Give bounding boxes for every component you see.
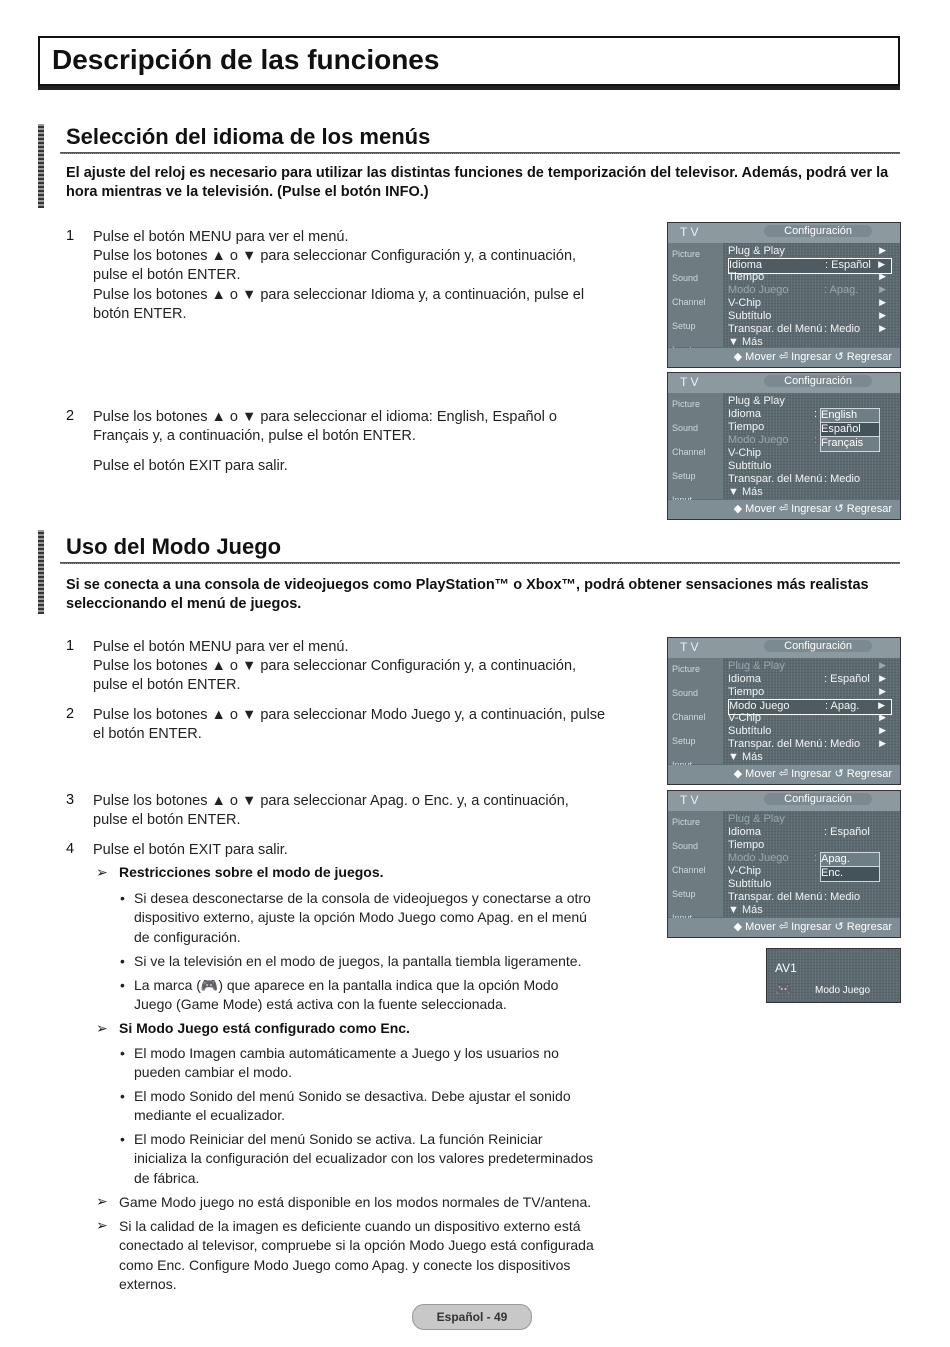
osd-row-value: : Apag.: [824, 284, 859, 296]
bullet-line: Juego (Game Mode) está activa con la fuente seleccionada.: [134, 996, 507, 1013]
language-option-selected: Español: [820, 422, 880, 438]
osd-config-label: Configuración: [764, 793, 872, 805]
arrow-right-icon: ▶: [879, 310, 886, 320]
osd-row-value: : Medio: [824, 323, 861, 335]
osd-row: [728, 751, 892, 765]
osd-row-label: Plug & Play: [728, 660, 785, 672]
section-marker: [38, 530, 44, 614]
game-controller-icon: 🎮: [775, 981, 793, 997]
av-mode: Modo Juego: [815, 985, 871, 996]
osd-row-value: : Apag.: [825, 700, 860, 712]
arrow-right-icon: ▶: [879, 673, 886, 683]
bullet-line: La marca (🎮) que aparece en la pantalla indica que la opción Modo: [134, 977, 559, 993]
osd-top: [668, 791, 900, 811]
osd-row: [728, 712, 892, 726]
s2-step-3-num: 3: [66, 792, 75, 808]
osd-side-item: Picture: [672, 399, 701, 409]
bullet-dot-icon: •: [120, 1045, 125, 1061]
bullet-dot-icon: •: [120, 977, 125, 993]
osd-bottom: [668, 765, 900, 784]
note1-bullet-3: [120, 976, 654, 1015]
osd-tv-label: T V: [680, 793, 699, 807]
note-arrow-icon: ➢: [96, 1217, 108, 1233]
osd-tv-label: T V: [680, 375, 699, 389]
osd-side-item: Picture: [672, 664, 701, 674]
s2-step-4-line: Pulse el botón EXIT para salir.: [93, 842, 288, 858]
s1-step-1-line: botón ENTER.: [93, 305, 187, 322]
osd-row: [728, 904, 892, 918]
osd-tv-label: T V: [680, 225, 699, 239]
osd-side-item: Channel: [672, 297, 706, 307]
bullet-dot-icon: •: [120, 890, 125, 906]
osd-row-value: : Español: [824, 826, 870, 838]
osd-row-label: V-Chip: [728, 447, 762, 459]
game-mode-option-selected: Enc.: [820, 866, 880, 882]
osd-row-label: ▼ Más: [728, 486, 763, 498]
osd-row-label: Modo Juego: [729, 700, 790, 712]
osd-row: [728, 395, 892, 409]
osd-row-label: V-Chip: [728, 297, 762, 309]
arrow-right-icon: ▶: [879, 297, 886, 307]
osd-screen-4: [667, 790, 901, 938]
arrow-right-icon: ▶: [878, 700, 885, 710]
osd-row-label: ▼ Más: [728, 904, 763, 916]
language-option: Français: [820, 436, 880, 452]
note-line: como Enc. Configure Modo Juego como Apag. y conecte los dispositivos: [119, 1256, 571, 1273]
osd-row: [728, 271, 892, 285]
s2-step-3-line: Pulse los botones ▲ o ▼ para seleccionar Apag. o Enc. y, a continuación,: [93, 793, 569, 809]
section1-rule: [60, 152, 900, 154]
osd-row-label: Idioma: [728, 408, 762, 420]
bullet-line: inicializa la configuración del ecualizador con los valores predeterminados: [134, 1150, 594, 1167]
osd-row-label: V-Chip: [728, 865, 762, 877]
osd-row-label: Plug & Play: [728, 813, 785, 825]
av-info-box: [766, 948, 901, 1003]
note2-bullet-3: [120, 1130, 654, 1188]
osd-row: [728, 673, 892, 687]
language-option: English: [820, 408, 880, 424]
osd-side-item: Sound: [672, 688, 699, 698]
osd-top: [668, 638, 900, 658]
note1-bullet-2: [120, 952, 654, 971]
osd-side: [668, 658, 723, 764]
s1-step-2: [93, 408, 653, 446]
s1-step-1-line: Pulse el botón MENU para ver el menú.: [93, 229, 349, 245]
osd-side-item: Setup: [672, 736, 696, 746]
osd-screen-2: [667, 372, 901, 520]
arrow-right-icon: ▶: [879, 725, 886, 735]
osd-row: [728, 738, 892, 752]
osd-config-label: Configuración: [764, 375, 872, 387]
bullet-line: El modo Reiniciar del menú Sonido se activa. La función Reiniciar: [134, 1131, 543, 1147]
osd-config-label: Configuración: [764, 640, 872, 652]
bullet-line: dispositivo externo, ajuste la opción Modo Juego como Apag. en el menú: [134, 909, 587, 926]
osd-row-label: Subtítulo: [728, 725, 772, 737]
page-header: [38, 36, 900, 86]
osd-side-item: Picture: [672, 249, 701, 259]
s2-step-2-line: el botón ENTER.: [93, 726, 202, 743]
osd-row: [728, 725, 892, 739]
osd-row-value: :: [814, 434, 818, 446]
note2-bullet-1: [120, 1044, 654, 1083]
section2-intro: Si se conecta a una consola de videojuegos como PlayStation™ o Xbox™, podrá obtener sensaciones más realistas seleccionando el menú de juegos.: [66, 577, 869, 612]
note-arrow-icon: ➢: [96, 1020, 108, 1036]
game-mode-option: Apag.: [820, 852, 880, 868]
s1-step-1-line: pulse el botón ENTER.: [93, 267, 241, 284]
arrow-right-icon: ▶: [879, 738, 886, 748]
bullet-dot-icon: •: [120, 1088, 125, 1104]
osd-row: [728, 284, 892, 298]
osd-row: [728, 813, 892, 827]
bullet-dot-icon: •: [120, 953, 125, 969]
osd-row-label: ▼ Más: [728, 751, 763, 763]
note4: [119, 1217, 659, 1294]
arrow-right-icon: ▶: [879, 323, 886, 333]
osd-side: [668, 243, 723, 347]
osd-row-value: : Español: [824, 673, 870, 685]
s1-step-1: [93, 228, 653, 324]
osd-help: ◆ Mover ⏎ Ingresar ↺ Regresar: [733, 351, 892, 363]
arrow-right-icon: ▶: [879, 271, 886, 281]
osd-row-label: Idioma: [729, 259, 763, 271]
note-arrow-icon: ➢: [96, 1193, 108, 1209]
osd-row-value: : Medio: [824, 738, 861, 750]
osd-top: [668, 373, 900, 393]
header-rule: [38, 86, 900, 90]
s2-step-1: [93, 638, 653, 696]
bullet-dot-icon: •: [120, 1131, 125, 1147]
osd-top: [668, 223, 900, 243]
osd-row-value: : Medio: [824, 891, 861, 903]
osd-side-item: Sound: [672, 273, 699, 283]
arrow-right-icon: ▶: [879, 712, 886, 722]
osd-row-label: Tiempo: [728, 421, 765, 433]
bullet-line: Si desea desconectarse de la consola de videojuegos y conectarse a otro: [134, 890, 591, 906]
osd-side-item: Channel: [672, 865, 706, 875]
osd-row: [728, 323, 892, 337]
osd-row-label: Tiempo: [728, 271, 765, 283]
osd-row-label: Tiempo: [728, 686, 765, 698]
osd-row-label: Transpar. del Menú: [728, 891, 823, 903]
osd-row: [728, 473, 892, 487]
arrow-right-icon: ▶: [879, 660, 886, 670]
osd-row-label: ▼ Más: [728, 336, 763, 348]
bullet-line: El modo Sonido del menú Sonido se desactiva. Debe ajustar el sonido: [134, 1088, 571, 1104]
arrow-right-icon: ▶: [879, 284, 886, 294]
s1-step-2-line: Pulse los botones ▲ o ▼ para seleccionar el idioma: English, Español o: [93, 409, 557, 425]
osd-row: [728, 660, 892, 674]
s2-step-1-num: 1: [66, 638, 75, 654]
bullet-line: de configuración.: [134, 928, 241, 945]
osd-row-label: Subtítulo: [728, 310, 772, 322]
osd-side-item: Sound: [672, 423, 699, 433]
bullet-line: Si ve la televisión en el modo de juegos, la pantalla tiembla ligeramente.: [134, 953, 582, 969]
note2-title: Si Modo Juego está configurado como Enc.: [119, 1020, 410, 1036]
osd-screen-1: [667, 222, 901, 368]
note-line: Si la calidad de la imagen es deficiente cuando un dispositivo externo está: [119, 1218, 581, 1234]
osd-screen-3: [667, 637, 901, 785]
osd-row-value: : Medio: [824, 473, 861, 485]
osd-row: [728, 297, 892, 311]
osd-row: [728, 310, 892, 324]
osd-row: [728, 826, 892, 840]
av-source: AV1: [775, 961, 797, 975]
note2-bullet-2: [120, 1087, 654, 1126]
osd-row-label: Plug & Play: [728, 245, 785, 257]
s2-step-4: [93, 841, 653, 860]
section1-intro: El ajuste del reloj es necesario para utilizar las distintas funciones de temporización del televisor. Además, podrá ver la hora mientras ve la televisión. (Pulse el botón INFO.): [66, 165, 889, 200]
osd-row-label: Modo Juego: [728, 284, 789, 296]
osd-config-label: Configuración: [764, 225, 872, 237]
note-line: Game Modo juego no está disponible en los modos normales de TV/antena.: [119, 1194, 592, 1210]
s2-step-2-num: 2: [66, 706, 75, 722]
osd-side-item: Sound: [672, 841, 699, 851]
osd-row-label: Idioma: [728, 826, 762, 838]
osd-row-value: : Español: [825, 259, 871, 271]
s1-step-2-num: 2: [66, 408, 75, 424]
osd-row: [728, 839, 892, 853]
bullet-line: pueden cambiar el modo.: [134, 1064, 292, 1081]
s2-step-3: [93, 792, 653, 830]
osd-row-label: Modo Juego: [728, 434, 789, 446]
s1-exit: Pulse el botón EXIT para salir.: [93, 458, 288, 474]
s1-step-1-line: Pulse los botones ▲ o ▼ para seleccionar Configuración y, a continuación,: [93, 248, 577, 265]
osd-row: [728, 245, 892, 259]
section2-title: Uso del Modo Juego: [66, 534, 282, 559]
osd-help: ◆ Mover ⏎ Ingresar ↺ Regresar: [733, 503, 892, 515]
osd-row-label: Transpar. del Menú: [728, 738, 823, 750]
s2-step-1-line: pulse el botón ENTER.: [93, 677, 241, 694]
s2-step-2: [93, 706, 653, 744]
arrow-right-icon: ▶: [878, 259, 885, 269]
note3: [119, 1193, 659, 1212]
note-arrow-icon: ➢: [96, 864, 108, 880]
osd-row: [728, 486, 892, 500]
osd-tv-label: T V: [680, 640, 699, 654]
s2-step-3-line: pulse el botón ENTER.: [93, 812, 241, 829]
osd-row-label: Transpar. del Menú: [728, 323, 823, 335]
osd-row-value: :: [814, 852, 818, 864]
osd-row: [728, 891, 892, 905]
s1-step-1-line: Pulse los botones ▲ o ▼ para seleccionar Idioma y, a continuación, pulse el: [93, 286, 585, 303]
osd-bottom: [668, 500, 900, 519]
osd-row-label: Tiempo: [728, 839, 765, 851]
osd-row-label: Modo Juego: [728, 852, 789, 864]
osd-row-label: Transpar. del Menú: [728, 473, 823, 485]
osd-bottom: [668, 348, 900, 367]
osd-side: [668, 811, 723, 917]
s2-step-2-line: Pulse los botones ▲ o ▼ para seleccionar Modo Juego y, a continuación, pulse: [93, 707, 606, 723]
osd-row-value: :: [814, 408, 818, 420]
page-number: Español - 49: [412, 1304, 532, 1330]
page-title: Descripción de las funciones: [52, 44, 440, 75]
osd-help: ◆ Mover ⏎ Ingresar ↺ Regresar: [733, 921, 892, 933]
osd-side-item: Setup: [672, 889, 696, 899]
s1-step-1-num: 1: [66, 228, 75, 244]
osd-row: [728, 460, 892, 474]
osd-bottom: [668, 918, 900, 937]
arrow-right-icon: ▶: [879, 686, 886, 696]
section-marker: [38, 124, 44, 208]
osd-row-label: Subtítulo: [728, 460, 772, 472]
s2-step-1-line: Pulse el botón MENU para ver el menú.: [93, 639, 349, 655]
note-line: externos.: [119, 1275, 177, 1292]
s1-step-2-line: Français y, a continuación, pulse el botón ENTER.: [93, 428, 416, 445]
osd-row-label: Subtítulo: [728, 878, 772, 890]
osd-help: ◆ Mover ⏎ Ingresar ↺ Regresar: [733, 768, 892, 780]
note-line: conectado al televisor, compruebe si la opción Modo Juego está configurada: [119, 1237, 594, 1254]
bullet-line: mediante el ecualizador.: [134, 1107, 285, 1124]
osd-row-label: Plug & Play: [728, 395, 785, 407]
s2-step-1-line: Pulse los botones ▲ o ▼ para seleccionar Configuración y, a continuación,: [93, 658, 577, 675]
section1-title: Selección del idioma de los menús: [66, 124, 431, 149]
osd-side-item: Setup: [672, 321, 696, 331]
osd-side-item: Picture: [672, 817, 701, 827]
bullet-line: El modo Imagen cambia automáticamente a Juego y los usuarios no: [134, 1045, 559, 1061]
note1-title: Restricciones sobre el modo de juegos.: [119, 864, 384, 880]
osd-side-item: Channel: [672, 712, 706, 722]
bullet-line: de fábrica.: [134, 1169, 200, 1186]
osd-side-item: Channel: [672, 447, 706, 457]
osd-row: [728, 686, 892, 700]
section2-rule: [60, 562, 900, 564]
osd-side-item: Setup: [672, 471, 696, 481]
s2-step-4-num: 4: [66, 841, 75, 857]
arrow-right-icon: ▶: [879, 245, 886, 255]
osd-row-label: V-Chip: [728, 712, 762, 724]
note1-bullet-1: [120, 889, 654, 947]
osd-side: [668, 393, 723, 499]
osd-row-label: Idioma: [728, 673, 762, 685]
